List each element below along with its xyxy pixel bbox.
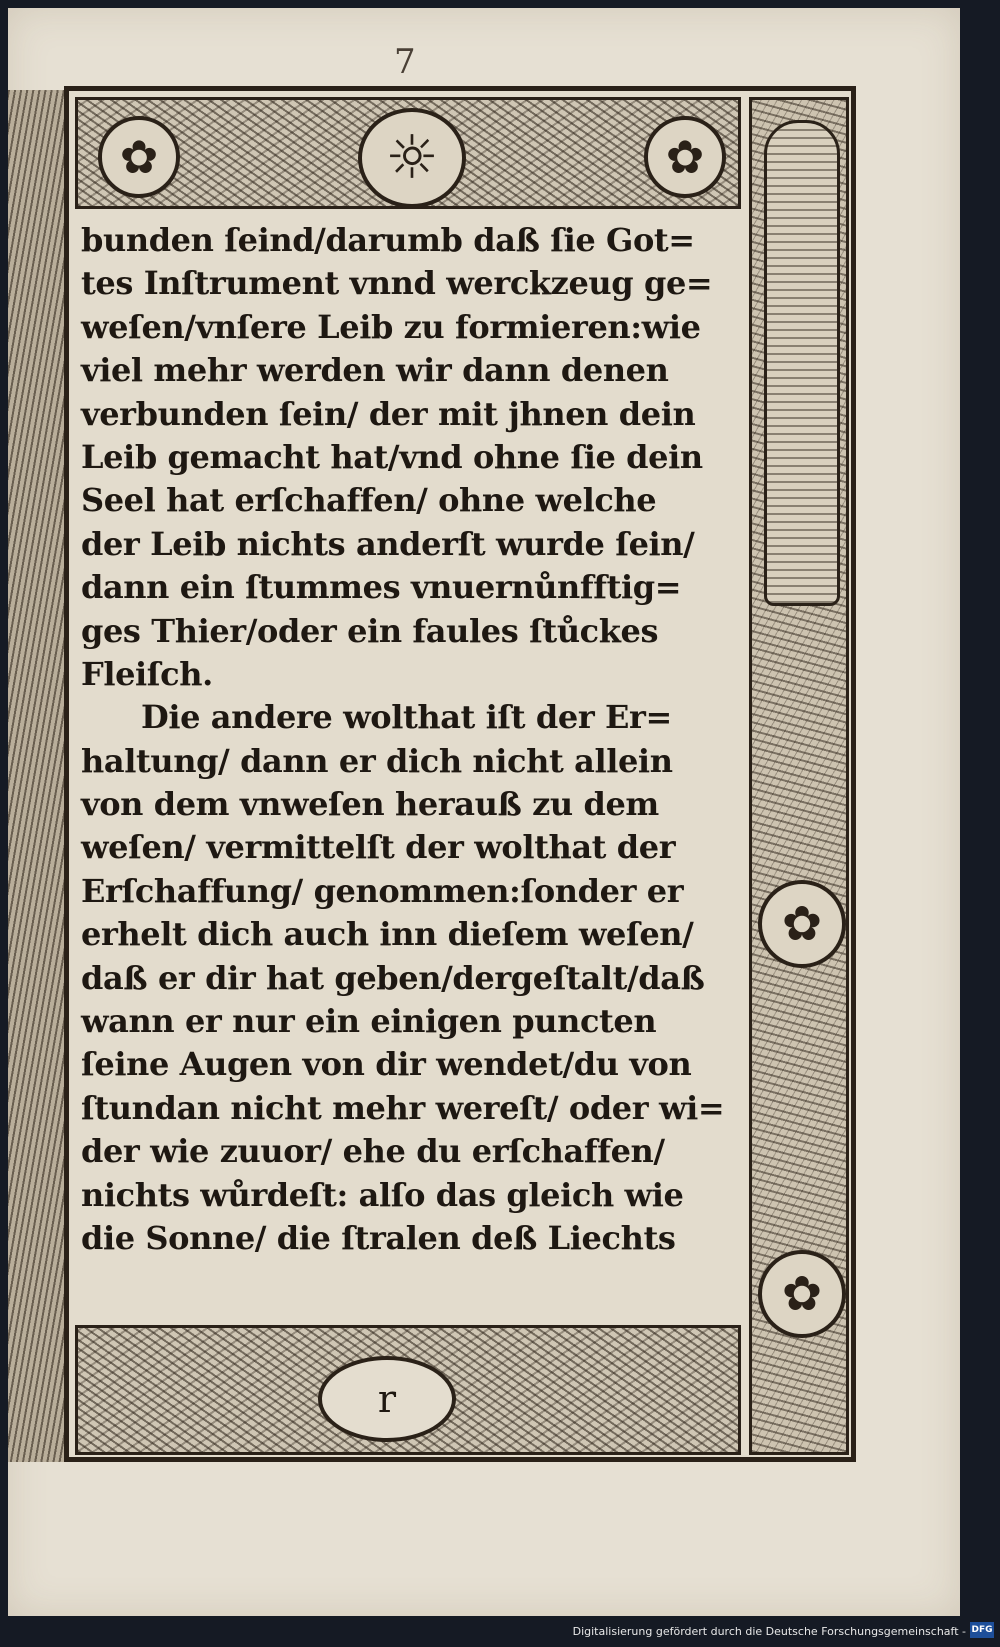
text-line: der wie zuuor/ ehe du erſchaffen/ xyxy=(81,1132,665,1171)
text-line: daß er dir hat geben/dergeſtalt/daß xyxy=(81,958,705,997)
sun-face-icon: ☼ xyxy=(358,108,466,208)
book-page xyxy=(8,8,960,1616)
paragraph-start-line: Die andere wolthat iſt der Er= xyxy=(141,698,672,737)
text-line: weſen/vnſere Leib zu formieren:wie xyxy=(81,307,701,346)
woodcut-frame xyxy=(64,86,856,1462)
text-line: Fleiſch. xyxy=(81,654,213,693)
text-line: bunden ſeind/darumb daß ſie Got= xyxy=(81,221,695,259)
text-line: Seel hat erſchaffen/ ohne welche xyxy=(81,481,657,520)
rosette-icon: ✿ xyxy=(758,1250,846,1338)
leaf-mark: 7 xyxy=(394,42,416,82)
digitization-credit: Digitalisierung gefördert durch die Deutsche Forschungsgemeinschaft - xyxy=(572,1625,966,1638)
text-line: wann er nur ein einigen puncten xyxy=(81,1002,657,1041)
body-text xyxy=(75,215,741,1319)
text-line: erhelt dich auch inn dieſem weſen/ xyxy=(81,915,694,954)
rosette-icon: ✿ xyxy=(758,880,846,968)
text-line: ſeine Augen von dir wendet/du von xyxy=(81,1045,692,1084)
figure-ornament xyxy=(764,120,840,606)
rosette-icon: ✿ xyxy=(644,116,726,198)
text-line: ges Thier/oder ein faules ſtůckes xyxy=(81,611,659,650)
text-line: die Sonne/ die ſtralen deß Liechts xyxy=(81,1218,676,1257)
text-line: dann ein ſtummes vnuernůnfftig= xyxy=(81,568,682,607)
facing-page-edge xyxy=(8,90,68,1462)
bottom-ornament-band xyxy=(75,1325,741,1455)
signature-mark: r xyxy=(318,1356,456,1442)
top-ornament-band xyxy=(75,97,741,209)
text-line: weſen/ vermittelſt der wolthat der xyxy=(81,828,676,867)
text-line: viel mehr werden wir dann denen xyxy=(81,351,669,390)
text-line: der Leib nichts anderſt wurde ſein/ xyxy=(81,524,695,563)
rosette-icon: ✿ xyxy=(98,116,180,198)
text-line: verbunden ſein/ der mit jhnen dein xyxy=(81,394,696,433)
text-line: ſtundan nicht mehr wereſt/ oder wi= xyxy=(81,1088,725,1127)
text-line: haltung/ dann er dich nicht allein xyxy=(81,741,673,780)
text-line: von dem vnweſen herauß zu dem xyxy=(81,785,659,824)
text-line: tes Inſtrument vnnd werckzeug ge= xyxy=(81,264,713,303)
text-line: Leib gemacht hat/vnd ohne ſie dein xyxy=(81,437,703,476)
dfg-logo: DFG xyxy=(970,1622,994,1638)
text-line: Erſchaffung/ genommen:ſonder er xyxy=(81,871,684,910)
text-line: nichts wůrdeſt: alſo das gleich wie xyxy=(81,1175,684,1214)
side-ornament-band xyxy=(749,97,849,1455)
